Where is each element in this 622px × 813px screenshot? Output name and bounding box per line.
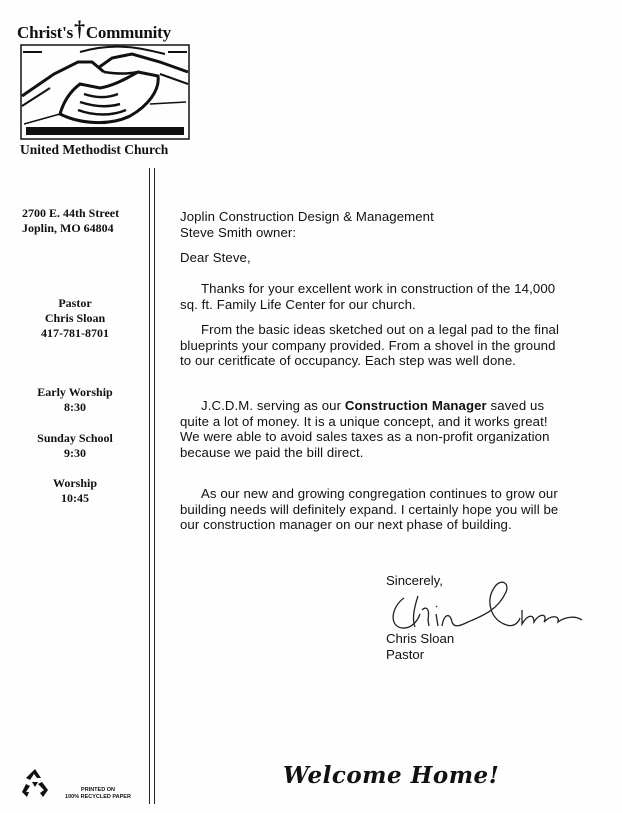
service-name: Sunday School: [37, 431, 113, 445]
signer-block: [386, 631, 454, 662]
recipient-block: [180, 209, 560, 240]
cross-icon: †: [74, 16, 85, 41]
service-sunday-school: [0, 431, 150, 461]
logo-title: [17, 16, 171, 43]
paragraph-3-start: J.C.D.M. serving as our: [201, 398, 345, 413]
pastor-title: Pastor: [58, 296, 92, 310]
service-time: 9:30: [64, 446, 86, 460]
paragraph-3-end: saved us quite a lot of money. It is a unique concept, and it works great! We were able to avoid sales taxes as a non-profit organization because we paid the bill direct.: [180, 398, 550, 460]
pastor-block: [0, 296, 150, 341]
church-name: United Methodist Church: [20, 142, 169, 157]
signer-title: Pastor: [386, 646, 425, 662]
handwritten-signature: [382, 570, 592, 640]
paragraph-4: As our new and growing congregation continues to grow our building needs will definitely expand. I certainly hope you will be our construction manager on our next phase of building.: [180, 486, 559, 532]
pastor-name: Chris Sloan: [44, 311, 106, 325]
printed-line2: 100% RECYCLED PAPER: [65, 793, 131, 800]
pastor-phone: 417-781-8701: [41, 326, 109, 340]
paragraph-3: [180, 398, 560, 460]
printed-line1: PRINTED ON: [81, 787, 115, 793]
recipient-line1: Joplin Construction Design & Management: [180, 209, 434, 224]
address-line2: Joplin, MO 64804: [22, 221, 114, 235]
closing: Sincerely,: [386, 573, 443, 588]
service-time: 8:30: [64, 400, 86, 414]
paragraph-1: Thanks for your excellent work in construction of the 14,000 sq. ft. Family Life Center for our church.: [180, 281, 556, 312]
address-block: [22, 206, 142, 236]
welcome-home-tagline: Welcome Home!: [283, 762, 500, 789]
service-name: Early Worship: [37, 385, 113, 399]
logo-title-left: Christ's: [17, 23, 74, 42]
salutation: Dear Steve,: [180, 250, 251, 265]
recycle-icon: [18, 766, 52, 800]
service-time: 10:45: [61, 491, 89, 505]
recycled-paper-note: [58, 787, 138, 800]
signer-name: Chris Sloan: [386, 631, 455, 646]
address-line1: 2700 E. 44th Street: [22, 206, 120, 220]
handshake-logo-icon: [20, 44, 190, 140]
service-name: Worship: [52, 476, 97, 490]
vertical-divider: [149, 168, 155, 804]
service-worship: [0, 476, 150, 506]
logo-title-right: Community: [85, 23, 171, 42]
recipient-line2: Steve Smith owner:: [180, 224, 297, 240]
service-early-worship: [0, 385, 150, 415]
construction-manager-bold: Construction Manager: [344, 398, 487, 413]
paragraph-2: From the basic ideas sketched out on a legal pad to the final blueprints your company provided. From a shovel in the ground to our ceritficate of occupancy. Each step was well done.: [180, 322, 559, 368]
